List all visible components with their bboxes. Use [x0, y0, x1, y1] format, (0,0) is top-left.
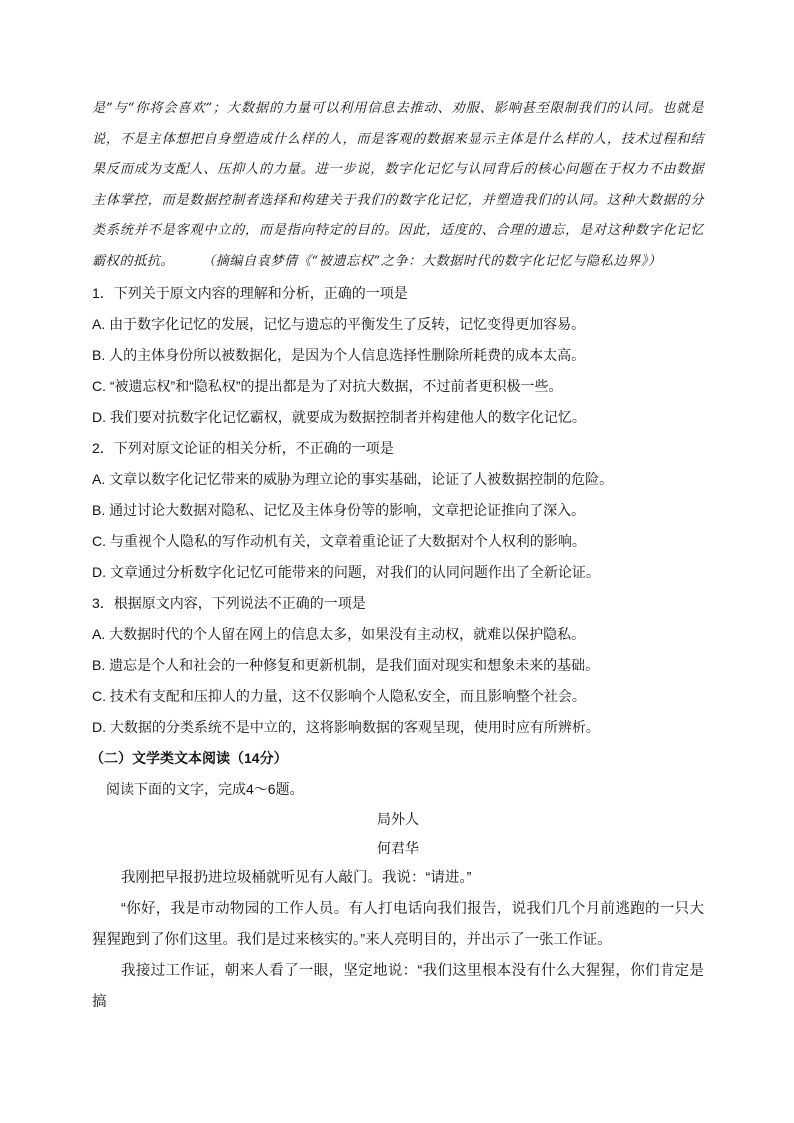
option-c: C. 技术有支配和压抑人的力量，这不仅影响个人隐私安全，而且影响整个社会。 — [92, 687, 586, 704]
question-stem: 2．下列对原文论证的相关分析，不正确的一项是 — [92, 439, 394, 456]
option-a: A. 大数据时代的个人留在网上的信息太多，如果没有主动权，就难以保护隐私。 — [92, 625, 586, 642]
question-2 — [92, 433, 704, 588]
question-3 — [92, 588, 704, 743]
option-c: C. 与重视个人隐私的写作动机有关，文章着重论证了大数据对个人权利的影响。 — [92, 532, 586, 549]
option-a: A. 由于数字化记忆的发展，记忆与遗忘的平衡发生了反转，记忆变得更加容易。 — [92, 315, 586, 332]
option-b: B. 遗忘是个人和社会的一种修复和更新机制，是我们面对现实和想象未来的基础。 — [92, 656, 600, 673]
page-content — [92, 94, 704, 1018]
story-paragraph: 我接过工作证，朝来人看了一眼，坚定地说：“我们这里根本没有什么大猩猩，你们肯定是搞 — [92, 962, 704, 1010]
option-b: B. 人的主体身份所以被数据化，是因为个人信息选择性删除所耗费的成本太高。 — [92, 346, 586, 363]
question-stem: 1．下列关于原文内容的理解和分析，正确的一项是 — [92, 284, 408, 301]
option-d: D. 大数据的分类系统不是中立的，这将影响数据的客观呈现，使用时应有所辨析。 — [92, 718, 600, 735]
question-1 — [92, 278, 704, 433]
story-author: 何君华 — [377, 839, 419, 856]
question-stem: 3．根据原文内容，下列说法不正确的一项是 — [92, 594, 366, 611]
section-instructions: 阅读下面的文字，完成4～6题。 — [106, 780, 304, 797]
passage-excerpt: 是”与“你将会喜欢”；大数据的力量可以利用信息去推动、劝服、影响甚至限制我们的认同。也就是说，不是主体想把自身塑造成什么样的人，而是客观的数据来显示主体是什么样的人，技术过程和结果反而成为支配人、压抑人的力量。进一步说，数字化记忆与认同背后的核心问题在于权力不由数据主体掌控，而是数据控制者选择和构建关于我们的数字化记忆，并塑造我们的认同。这种大数据的分类系统并不是客观中立的，而是指向特定的目的。因此，适度的、合理的遗忘，是对这种数字化记忆霸权的抵抗。 （摘编自袁梦倩《“被遗忘权”之争：大数据时代的数字化记忆与隐私边界》） — [92, 101, 704, 269]
option-d: D. 文章通过分析数字化记忆可能带来的问题，对我们的认同问题作出了全新论证。 — [92, 563, 600, 580]
option-c: C. “被遗忘权”和“隐私权”的提出都是为了对抗大数据，不过前者更积极一些。 — [92, 377, 563, 394]
story-title: 局外人 — [377, 810, 419, 827]
story-paragraph: 我刚把早报扔进垃圾桶就听见有人敲门。我说：“请进。” — [121, 869, 472, 886]
option-a: A. 文章以数字化记忆带来的威胁为理立论的事实基础，论证了人被数据控制的危险。 — [92, 470, 614, 487]
option-d: D. 我们要对抗数字化记忆霸权，就要成为数据控制者并构建他人的数字化记忆。 — [92, 408, 586, 425]
story-paragraph: “你好，我是市动物园的工作人员。有人打电话向我们报告，说我们几个月前逃跑的一只大猩猩跑到了你们这里。我们是过来核实的。”来人亮明目的，并出示了一张工作证。 — [92, 900, 704, 948]
option-b: B. 通过讨论大数据对隐私、记忆及主体身份等的影响，文章把论证推向了深入。 — [92, 501, 586, 518]
section-heading: （二）文学类文本阅读（14分） — [90, 749, 288, 766]
